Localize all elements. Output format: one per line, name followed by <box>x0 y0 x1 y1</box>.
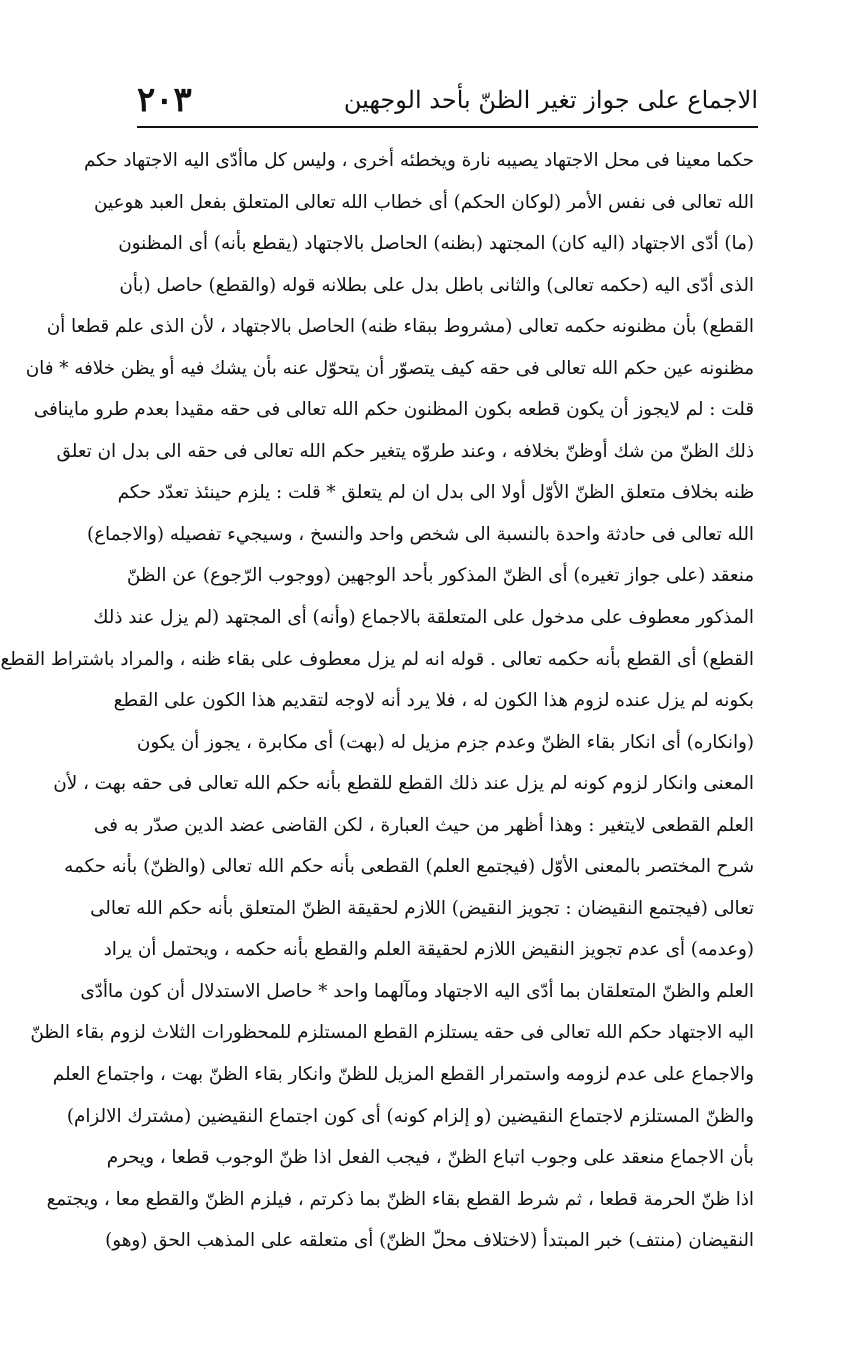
text-line: القطع) بأن مظنونه حكمه تعالى (مشروط ببقاء ظنه) الحاصل بالاجتهاد ، لأن الذى علم قطعا أن <box>46 316 754 338</box>
text-line: قلت : لم لايجوز أن يكون قطعه بكون المظنون حكم الله تعالى فى حقه مقيدا بعدم طرو ماينافى <box>33 399 754 421</box>
text-line: مظنونه عين حكم الله تعالى فى حقه كيف يتصوّر أن يتحوّل عنه بأن يشك فيه أو يظن خلافه * فان <box>25 357 754 379</box>
body-text <box>0 140 754 1262</box>
text-line: العلم والظنّ المتعلقان بما أدّى اليه الاجتهاد ومآلهما واحد * حاصل الاستدلال أن كون ماأدّى <box>80 980 754 1002</box>
text-line: (وعدمه) أى عدم تجويز النقيض اللازم لحقيقة العلم والقطع بأنه حكمه ، ويحتمل أن يراد <box>103 939 754 961</box>
text-line: الذى أدّى اليه (حكمه تعالى) والثانى باطل بدل على بطلانه قوله (والقطع) حاصل (بأن <box>119 274 754 296</box>
text-line: (وانكاره) أى انكار بقاء الظنّ وعدم جزم مزيل له (بهت) أى مكابرة ، يجوز أن يكون <box>136 731 754 753</box>
text-line: المعنى وانكار لزوم كونه لم يزل عند ذلك القطع للقطع بأنه حكم الله تعالى فى حقه بهت ، لأن <box>53 773 754 795</box>
text-line: شرح المختصر بالمعنى الأوّل (فيجتمع العلم) القطعى بأنه حكم الله تعالى (والظنّ) بأنه حكمه <box>64 856 754 878</box>
text-line: حكما معينا فى محل الاجتهاد يصيبه نارة ويخطئه أخرى ، وليس كل ماأدّى اليه الاجتهاد حكم <box>84 150 754 171</box>
text-line: والظنّ المستلزم لاجتماع النقيضين (و إلزام كونه) أى كون اجتماع النقيضين (مشترك الالزام) <box>66 1105 754 1127</box>
text-line: والاجماع على عدم لزومه واستمرار القطع المزيل للظنّ وانكار بقاء الظنّ بهت ، واجتماع العلم <box>52 1064 754 1086</box>
text-line: بأن الاجماع منعقد على وجوب اتباع الظنّ ، فيجب الفعل اذا ظنّ الوجوب قطعا ، ويحرم <box>106 1147 754 1169</box>
text-line: المذكور معطوف على مدخول على المتعلقة بالاجماع (وأنه) أى المجتهد (لم يزل عند ذلك <box>93 607 754 629</box>
page-header <box>137 78 758 124</box>
text-line: الله تعالى فى حادثة واحدة بالنسبة الى شخص واحد والنسخ ، وسيجيء تفصيله (والاجماع) <box>87 523 754 545</box>
text-line: العلم القطعى لايتغير : وهذا أظهر من حيث العبارة ، لكن القاضى عضد الدين صدّر به فى <box>93 814 754 836</box>
text-line: النقيضان (منتف) خبر المبتدأ (لاختلاف محلّ الظنّ) أى متعلقه على المذهب الحق (وهو) <box>105 1230 754 1252</box>
text-line: منعقد (على جواز تغيره) أى الظنّ المذكور بأحد الوجهين (ووجوب الرّجوع) عن الظنّ <box>126 565 754 587</box>
text-line: (ما) أدّى الاجتهاد (اليه كان) المجتهد (بظنه) الحاصل بالاجتهاد (يقطع بأنه) أى المظنون <box>118 233 754 255</box>
text-line: ذلك الظنّ من شك أوظنّ بخلافه ، وعند طروّه يتغير حكم الله تعالى فى حقه الى بدل ان تعلق <box>56 440 754 462</box>
text-line: اليه الاجتهاد حكم الله تعالى فى حقه يستلزم القطع المستلزم للمحظورات الثلاث لزوم بقاء الظنّ <box>30 1022 754 1044</box>
running-title: الاجماع على جواز تغير الظنّ بأحد الوجهين <box>343 86 758 114</box>
text-line: ظنه بخلاف متعلق الظنّ الأوّل أولا الى بدل ان لم يتعلق * قلت : يلزم حينئذ تعدّد حكم <box>117 482 754 504</box>
text-line: الله تعالى فى نفس الأمر (لوكان الحكم) أى خطاب الله تعالى المتعلق بفعل العبد هوعين <box>94 191 754 213</box>
text-line: اذا ظنّ الحرمة قطعا ، ثم شرط القطع بقاء الظنّ بما ذكرتم ، فيلزم الظنّ والقطع معا ، ويجتمع <box>46 1188 754 1210</box>
text-line: بكونه لم يزل عنده لزوم هذا الكون له ، فلا يرد أنه لاوجه لتقديم هذا الكون على القطع <box>113 690 754 712</box>
text-line: تعالى (فيجتمع النقيضان : تجويز النقيض) اللازم لحقيقة الظنّ المتعلق بأنه حكم الله تعالى <box>90 897 754 919</box>
text-line: القطع) أى القطع بأنه حكمه تعالى . قوله انه لم يزل معطوف على بقاء ظنه ، والمراد باشتراط القطع <box>0 648 754 670</box>
page-number: ٢٠٣ <box>137 80 192 120</box>
header-rule <box>137 126 758 128</box>
